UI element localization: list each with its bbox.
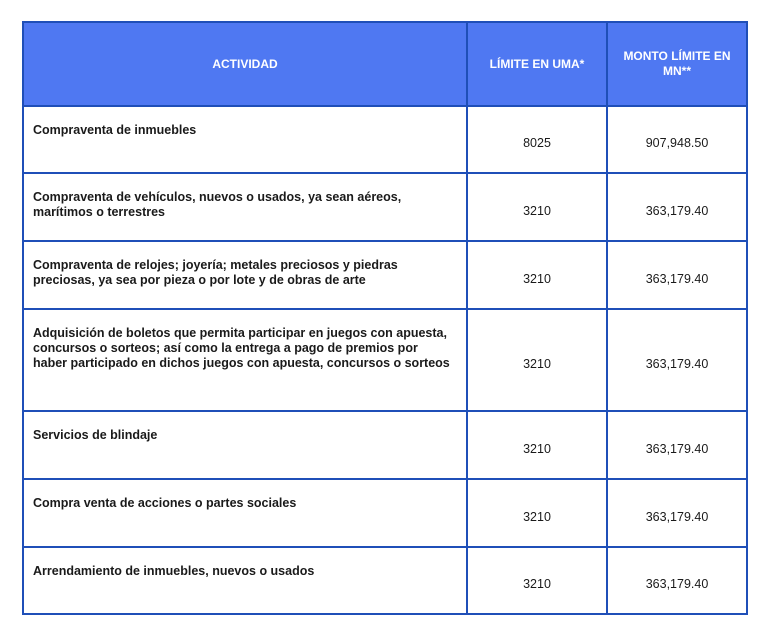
mn-cell: 363,179.40 [607, 547, 747, 614]
mn-cell: 363,179.40 [607, 241, 747, 309]
table-row [23, 173, 747, 241]
uma-cell: 8025 [467, 106, 607, 173]
uma-cell: 3210 [467, 547, 607, 614]
table-row [23, 106, 747, 173]
mn-cell: 363,179.40 [607, 309, 747, 411]
activity-cell: Compraventa de inmuebles [23, 106, 467, 173]
uma-cell: 3210 [467, 309, 607, 411]
activity-cell: Compraventa de vehículos, nuevos o usados, ya sean aéreos, marítimos o terrestres [23, 173, 467, 241]
header-row [23, 22, 747, 106]
uma-cell: 3210 [467, 479, 607, 547]
table-body [23, 106, 747, 614]
header-limit-uma: LÍMITE EN UMA* [467, 22, 607, 106]
activity-cell: Compra venta de acciones o partes sociales [23, 479, 467, 547]
table-row [23, 309, 747, 411]
table-row [23, 411, 747, 479]
mn-cell: 363,179.40 [607, 411, 747, 479]
activity-cell: Arrendamiento de inmuebles, nuevos o usados [23, 547, 467, 614]
table-row [23, 479, 747, 547]
uma-cell: 3210 [467, 411, 607, 479]
table-header [23, 22, 747, 106]
activity-cell: Servicios de blindaje [23, 411, 467, 479]
table-row [23, 547, 747, 614]
uma-cell: 3210 [467, 173, 607, 241]
activity-cell: Adquisición de boletos que permita participar en juegos con apuesta, concursos o sorteos; así como la entrega a pago de premios por haber participado en dichos juegos con apuesta, concursos o sorteos [23, 309, 467, 411]
mn-cell: 907,948.50 [607, 106, 747, 173]
activity-limits-table [22, 21, 748, 615]
activity-cell: Compraventa de relojes; joyería; metales preciosos y piedras preciosas, ya sea por pieza o por lote y de obras de arte [23, 241, 467, 309]
mn-cell: 363,179.40 [607, 479, 747, 547]
table-row [23, 241, 747, 309]
uma-cell: 3210 [467, 241, 607, 309]
mn-cell: 363,179.40 [607, 173, 747, 241]
header-limit-mn: MONTO LÍMITE EN MN** [607, 22, 747, 106]
header-activity: ACTIVIDAD [23, 22, 467, 106]
